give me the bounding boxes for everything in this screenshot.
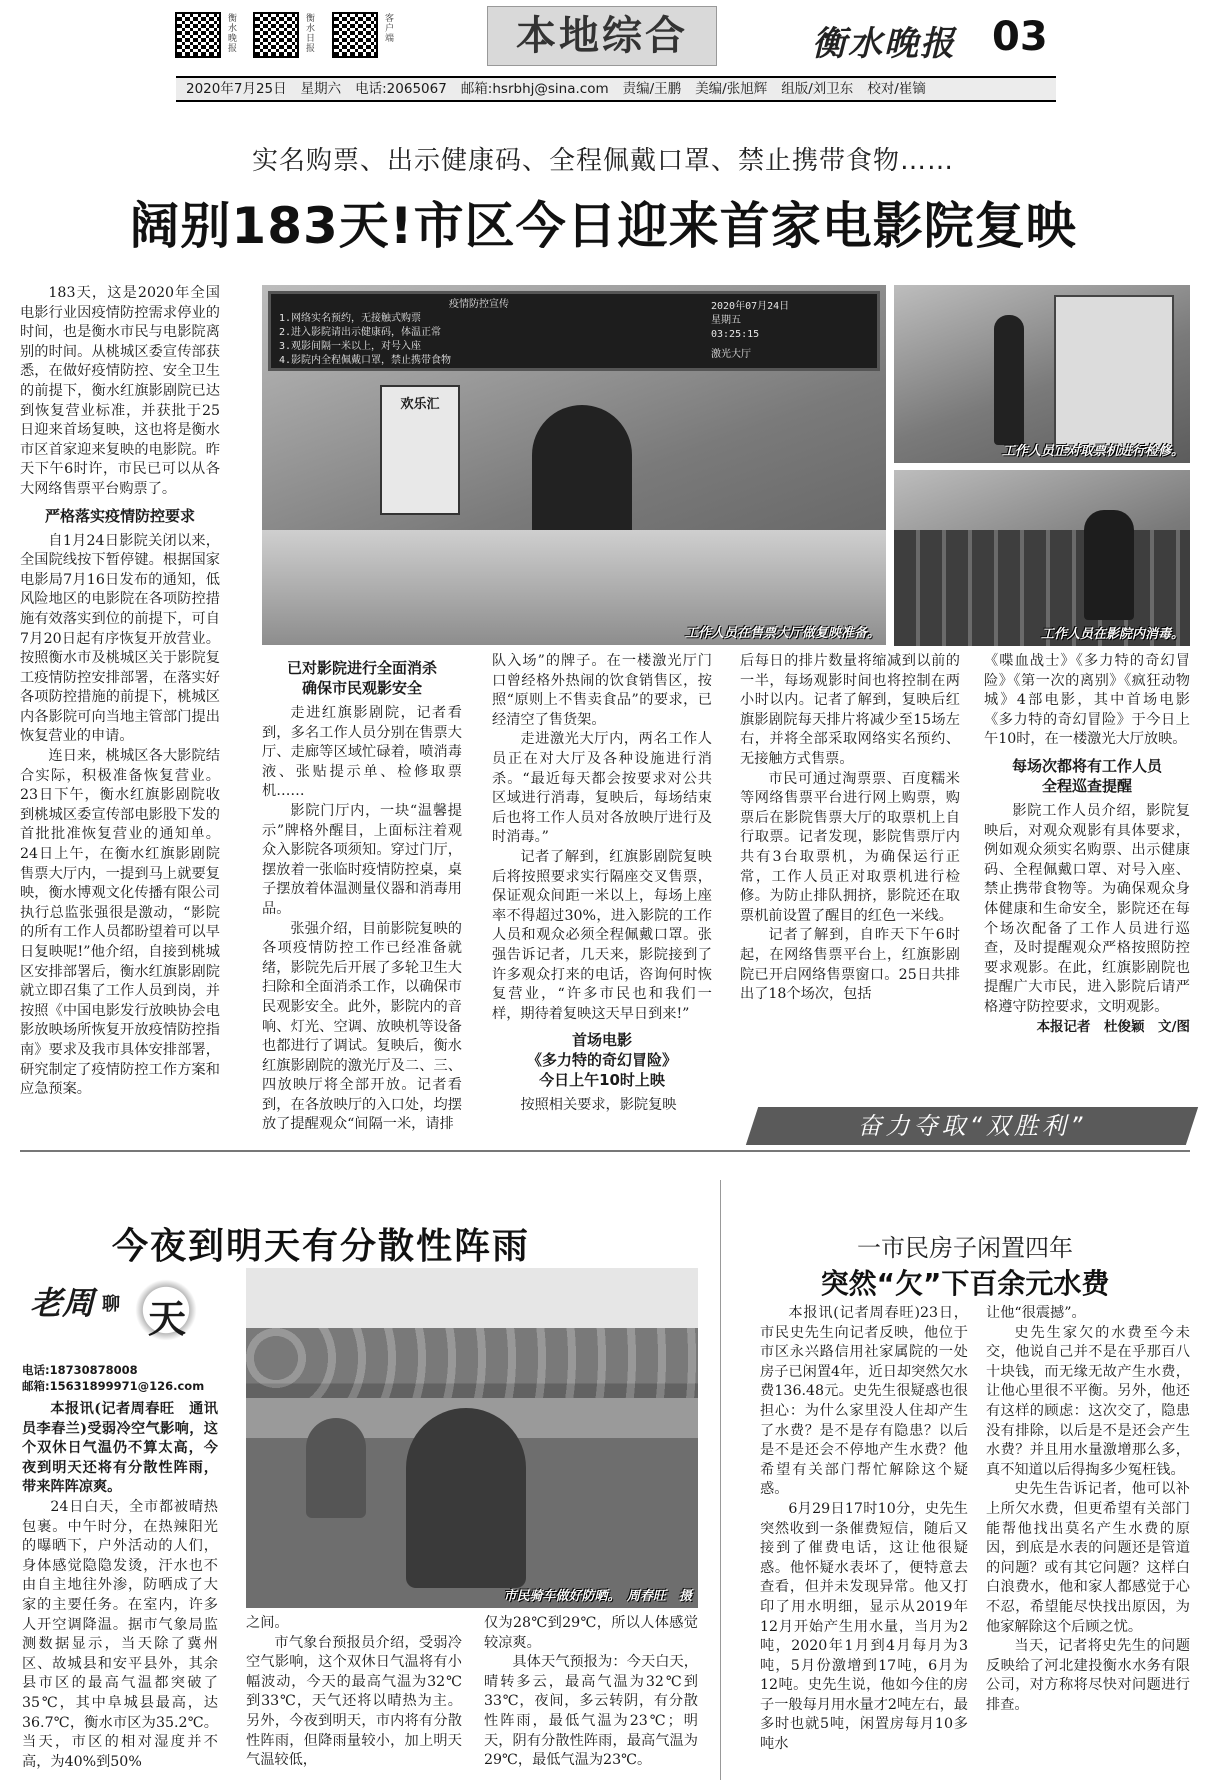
- water-paragraph: 史先生家欠的水费至今未交，他说自己并不是在乎那百八十块钱，而无缘无故产生水费，让他心里很不平衡。另外，他还有这样的顾虑：这次交了，隐患没有排除，以后是不是还会产生水费？并且用水量激增那么多，真不知道以后得掏多少冤枉钱。: [986, 1324, 1190, 1478]
- paper-logo: 衡水晚报: [812, 24, 956, 64]
- lead-paragraph: 按照相关要求，影院复映: [520, 1097, 677, 1114]
- column-phone: 电话:18730878008: [22, 1363, 138, 1377]
- lead-paragraph: 影院门厅内，一块“温馨提示”牌格外醒目，上面标注着观众入影院各项须知。穿过门厅，摆放着一张临时疫情防控桌，桌子摆放着体温测量仪器和消毒用品。: [262, 802, 462, 917]
- led-board: [268, 291, 880, 371]
- poster: [380, 385, 460, 515]
- photo-caption: 工作人员在售票大厅做复映准备。: [684, 626, 880, 641]
- water-col2: [986, 1304, 1190, 1784]
- lead-col4: [740, 652, 960, 1078]
- lead-col3: [492, 652, 712, 1114]
- led-date: 2020年07月24日: [711, 301, 790, 312]
- led-row: 1.网络实名预约，无接触式购票: [279, 313, 422, 324]
- lead-paragraph: 队入场”的牌子。在一楼激光厅门口曾经格外热闹的饮食销售区，按照“原则上不售卖食品”的要求，已经清空了售货架。: [492, 653, 712, 728]
- poster-title: 欢乐汇: [400, 397, 440, 412]
- photo-caption: 市民骑车做好防晒。 周春旺 摄: [503, 1589, 692, 1604]
- lead-kicker: 实名购票、出示健康码、全程佩戴口罩、禁止携带食物……: [251, 146, 954, 176]
- photo-caption: 工作人员正对取票机进行检修。: [1001, 444, 1184, 459]
- qr-label: 衡水晚报: [228, 14, 238, 54]
- lead-subhead-3: 首场电影 《多力特的奇幻冒险》 今日上午10时上映: [526, 1031, 677, 1090]
- photo-ticket-machine: [894, 285, 1190, 463]
- lead-subhead-1: 严格落实疫情防控要求: [44, 506, 195, 525]
- info-editor: 责编/王鹏: [622, 81, 682, 97]
- photo-cyclists: [246, 1268, 698, 1608]
- weather-paragraph: 具体天气预报为：今天白天，晴转多云，最高气温为32℃到33℃，夜间，多云转阴，有分散性阵雨，最低气温为23℃；明天，阴有分散性阵雨，最高气温为29℃，最低气温为23℃。: [484, 1654, 698, 1769]
- photo-caption: 工作人员在影院内消毒。: [1040, 627, 1184, 642]
- lead-subhead-2: 已对影院进行全面消杀 确保市民观影安全: [286, 659, 437, 697]
- lead-paragraph: 后每日的排片数量将缩减到以前的一半，每场观影时间也将控制在两小时以内。记者了解到，复映后红旗影剧院每天排片将减少至15场左右，并将全部采取网络实名预约、无接触方式售票。: [740, 653, 960, 767]
- lead-byline: 本报记者 杜俊颖 文/图: [1036, 1018, 1190, 1035]
- lead-col5: [984, 652, 1190, 1078]
- lead-subhead-4: 每场次都将有工作人员 全程巡查提醒: [1011, 756, 1162, 795]
- info-email: 邮箱:hsrbhj@sina.com: [460, 81, 609, 97]
- led-time: 03:25:15: [711, 329, 760, 340]
- water-paragraph: 6月29日17时10分，史先生突然收到一条催费短信，随后又接到了催费电话，这让他很疑惑。他怀疑水表坏了，便特意去查看，但并未发现异常。他又打印了用水明细，显示从2019年12月开始产生用水量，当月为2吨，2020年1月到4月每月为3吨，5月份激增到17吨，6月为12吨。史先生说，他如今住的房子一般每月用水量才2吨左右，最多时也就5吨，闲置房每月10多吨水: [760, 1500, 968, 1753]
- column-email: 邮箱:15631899971@126.com: [22, 1379, 205, 1393]
- staff-figure: [1084, 510, 1134, 620]
- lead-paragraph: 张强介绍，目前影院复映的各项疫情防控工作已经准备就绪，影院先后开展了多轮卫生大扫除和全面消杀工作，以确保市民观影安全。此外，影院内的音响、灯光、空调、放映机等设备也都进行了调试。复映后，衡水红旗影剧院的激光厅及二、三、四放映厅将全部开放。记者看到，在各放映厅的入口处，均摆放了提醒观众“间隔一米，请排: [262, 920, 462, 1133]
- weather-col3: [484, 1614, 698, 1784]
- lead-paragraph: 走进激光大厅内，两名工作人员正在对大厅及各种设施进行消杀。“最近每天都会按要求对公共区域进行消毒，复映后，每场结束后也将工作人员对各放映厅进行及时消毒。”: [492, 731, 712, 846]
- lead-paragraph: 市民可通过淘票票、百度糯米等网络售票平台进行网上购票，购票后在影院售票大厅的取票机上自行取票。记者发现，影院售票厅内共有3台取票机，为确保运行正常，工作人员正对取票机进行检修。为防止排队拥挤，影院还在取票机前设置了醒目的红色一米线。: [740, 770, 960, 924]
- info-weekday: 星期六: [300, 81, 342, 97]
- info-proof: 校对/崔镝: [867, 81, 926, 97]
- led-row: 2.进入影院请出示健康码，体温正常: [279, 327, 442, 338]
- section-title: 本地综合: [487, 6, 717, 66]
- weather-headline: 今夜到明天有分散性阵雨: [112, 1226, 531, 1267]
- info-designer: 美编/张旭辉: [695, 81, 768, 97]
- column-divider: [720, 1180, 721, 1780]
- info-date: 2020年7月25日: [186, 81, 287, 97]
- weather-col1: [22, 1400, 218, 1784]
- lead-col1: [20, 284, 220, 1098]
- lead-intro: 183天，这是2020年全国电影行业因疫情防控需求停业的时间，也是衡水市民与电影院离别的时间。从桃城区委宣传部获悉，在做好疫情防控、安全卫生的前提下，衡水红旗影剧院已达到恢复营业标准，并获批于25日迎来首场复映，这也将是衡水市区首家迎来复映的电影院。昨天下午6时许，市民已可以从各大网络售票平台购票了。: [20, 285, 220, 497]
- info-bar: [176, 76, 1056, 102]
- slogan-text: 奋力夺取“双胜利”: [857, 1112, 1087, 1140]
- lead-paragraph: 记者了解到，自昨天下午6时起，在网络售票平台上，红旗影剧院已开启网络售票窗口。25日共排出了18个场次，包括: [740, 927, 960, 1003]
- cyclist-figure: [406, 1408, 526, 1588]
- qr-label: 衡水日报: [306, 14, 316, 54]
- water-paragraph: 当天，记者将史先生的问题反映给了河北建投衡水水务有限公司，对方称将尽快对问题进行排查。: [986, 1638, 1190, 1713]
- vending-machine: [1054, 295, 1174, 455]
- column-badge: [30, 1270, 230, 1360]
- led-row: 3.观影间隔一米以上，对号入座: [279, 341, 422, 352]
- lead-headline: 阔别183天!市区今日迎来首家电影院复映: [129, 197, 1077, 255]
- lead-paragraph: 连日来，桃城区各大影院结合实际，积极准备恢复营业。23日下午，衡水红旗影剧院收到桃城区委宣传部电影股下发的首批批准恢复营业的通知单。24日上午，在衡水红旗影剧院售票大厅内，一提到马上就要复映，衡水博观文化传播有限公司执行总监张强很是激动，“影院的所有工作人员都盼望着可以早日复映呢!”他介绍，自接到桃城区安排部署后，衡水红旗影剧院就立即召集了工作人员到岗，并按照《中国电影发行放映协会电影放映场所恢复开放疫情防控指南》要求及我市具体安排部署，研究制定了疫情防控工作方案和应急预案。: [20, 748, 220, 1098]
- photo-ticket-hall: [262, 285, 886, 645]
- led-row: 4.影院内全程佩戴口罩，禁止携带食物: [279, 355, 452, 366]
- weather-paragraph: 之间。: [246, 1615, 289, 1631]
- page-number: 03: [992, 14, 1048, 60]
- qr-label: 客户端: [385, 14, 395, 44]
- led-title: 疫情防控宣传: [449, 299, 509, 310]
- qr-code-icon: [175, 12, 221, 58]
- water-paragraph: 本报讯(记者周春旺)23日，市民史先生向记者反映，他位于市区永兴路信用社家属院的一处房子已闲置4年，近日却突然欠水费136.48元。史先生很疑惑也很担心：为什么家里没人住却产生了水费？是不是存有隐患？以后是不是还会不停地产生水费？他希望有关部门帮忙解除这个疑惑。: [760, 1305, 968, 1498]
- water-paragraph: 让他“很震撼”。: [986, 1305, 1086, 1321]
- weather-paragraph: 本报讯(记者周春旺 通讯员李春兰)受弱冷空气影响，这个双休日气温仍不算太高，今夜到明天还将有分散性阵雨，带来阵阵凉爽。: [22, 1401, 218, 1496]
- weather-paragraph: 市气象台预报员介绍，受弱冷空气影响，这个双休日气温将有小幅波动，今天的最高气温为32℃到33℃，天气还将以晴热为主。另外，今夜到明天，市内将有分散性阵雨，但降雨量较小，加上明天气温较低，: [246, 1634, 462, 1769]
- weather-paragraph: 24日白天，全市都被晴热包裹。中午时分，在热辣阳光的曝晒下，户外活动的人们，身体感觉隐隐发烫，汗水也不由自主地往外渗，防晒成了大家的主要任务。在室内，许多人开空调降温。据市气象局监测数据显示，当天除了冀州区、故城县和安平县外，其余县市区的最高气温都突破了35℃，其中阜城县最高，达36.7℃，衡水市区为35.2℃。当天，市区的相对湿度并不高，为40%到50%: [22, 1498, 218, 1770]
- photo-disinfection: [894, 470, 1190, 646]
- cyclist-figure: [306, 1418, 366, 1518]
- water-kicker: 一市民房子闲置四年: [857, 1234, 1073, 1262]
- staff-figure: [994, 315, 1024, 445]
- lead-paragraph: 记者了解到，红旗影剧院复映后将按照要求实行隔座交叉售票，保证观众间距一米以上，每场上座率不得超过30%，进入影院的工作人员和观众必须全程佩戴口罩。张强告诉记者，几天来，影院接到了许多观众打来的电话，咨询何时恢复营业，“许多市民也和我们一样，期待着复映这天早日到来!”: [492, 848, 712, 1022]
- trees: [246, 1328, 698, 1398]
- lead-paragraph: 走进红旗影剧院，记者看到，多名工作人员分别在售票大厅、走廊等区域忙碌着，喷消毒液、张贴提示单、检修取票机……: [262, 705, 462, 800]
- qr-code-icon: [332, 12, 378, 58]
- water-col1: [760, 1304, 968, 1784]
- weather-col2: [246, 1614, 462, 1784]
- column-name: 天: [148, 1297, 187, 1341]
- lead-paragraph: 影院工作人员介绍，影院复映后，对观众观影有具体要求，例如观众须实名购票、出示健康码、全程佩戴口罩、对号入座、禁止携带食物等。为确保观众身体健康和生命安全，影院还在每个场次配备了工作人员进行巡查，及时提醒观众严格按照防控要求观影。在此，红旗影剧院也提醒广大市民，进入影院后请严格遵守防控要求，文明观影。: [984, 802, 1190, 1015]
- column-name: 老周: [30, 1284, 95, 1322]
- led-weekday: 星期五: [711, 315, 741, 326]
- info-phone: 电话:2065067: [355, 81, 447, 97]
- masthead: [0, 0, 1206, 106]
- led-hall: 激光大厅: [711, 349, 751, 360]
- qr-code-icon: [253, 12, 299, 58]
- info-layout: 组版/刘卫东: [781, 81, 854, 97]
- column-name: 聊: [102, 1294, 120, 1315]
- section-divider: [20, 1150, 1190, 1152]
- lead-paragraph: 《喋血战士》《多力特的奇幻冒险》《第一次的离别》《疯狂动物城》4部电影，其中首场电影《多力特的奇幻冒险》于今日上午10时，在一楼激光大厅放映。: [984, 653, 1190, 748]
- water-paragraph: 史先生告诉记者，他可以补上所欠水费，但更希望有关部门能帮他找出莫名产生水费的原因，到底是水表的问题还是管道的问题？或有其它问题？这样白白浪费水，他和家人都感觉于心不忍，希望能尽快找出原因，为他家解除这个后顾之忧。: [986, 1481, 1190, 1635]
- water-headline: 突然“欠”下百余元水费: [820, 1267, 1110, 1300]
- weather-paragraph: 仅为28℃到29℃，所以人体感觉较凉爽。: [484, 1615, 698, 1651]
- lead-col2: [262, 658, 462, 1133]
- lead-paragraph: 自1月24日影院关闭以来，全国院线按下暂停键。根据国家电影局7月16日发布的通知，低风险地区的电影院在各项防控措施有效落实到位的前提下，可自7月20日起有序恢复开放营业。按照衡水市及桃城区关于影院复工疫情防控安排部署，在落实好各项防控措施的前提下，桃城区内各影院可向当地主管部门提出恢复营业的申请。: [20, 532, 220, 745]
